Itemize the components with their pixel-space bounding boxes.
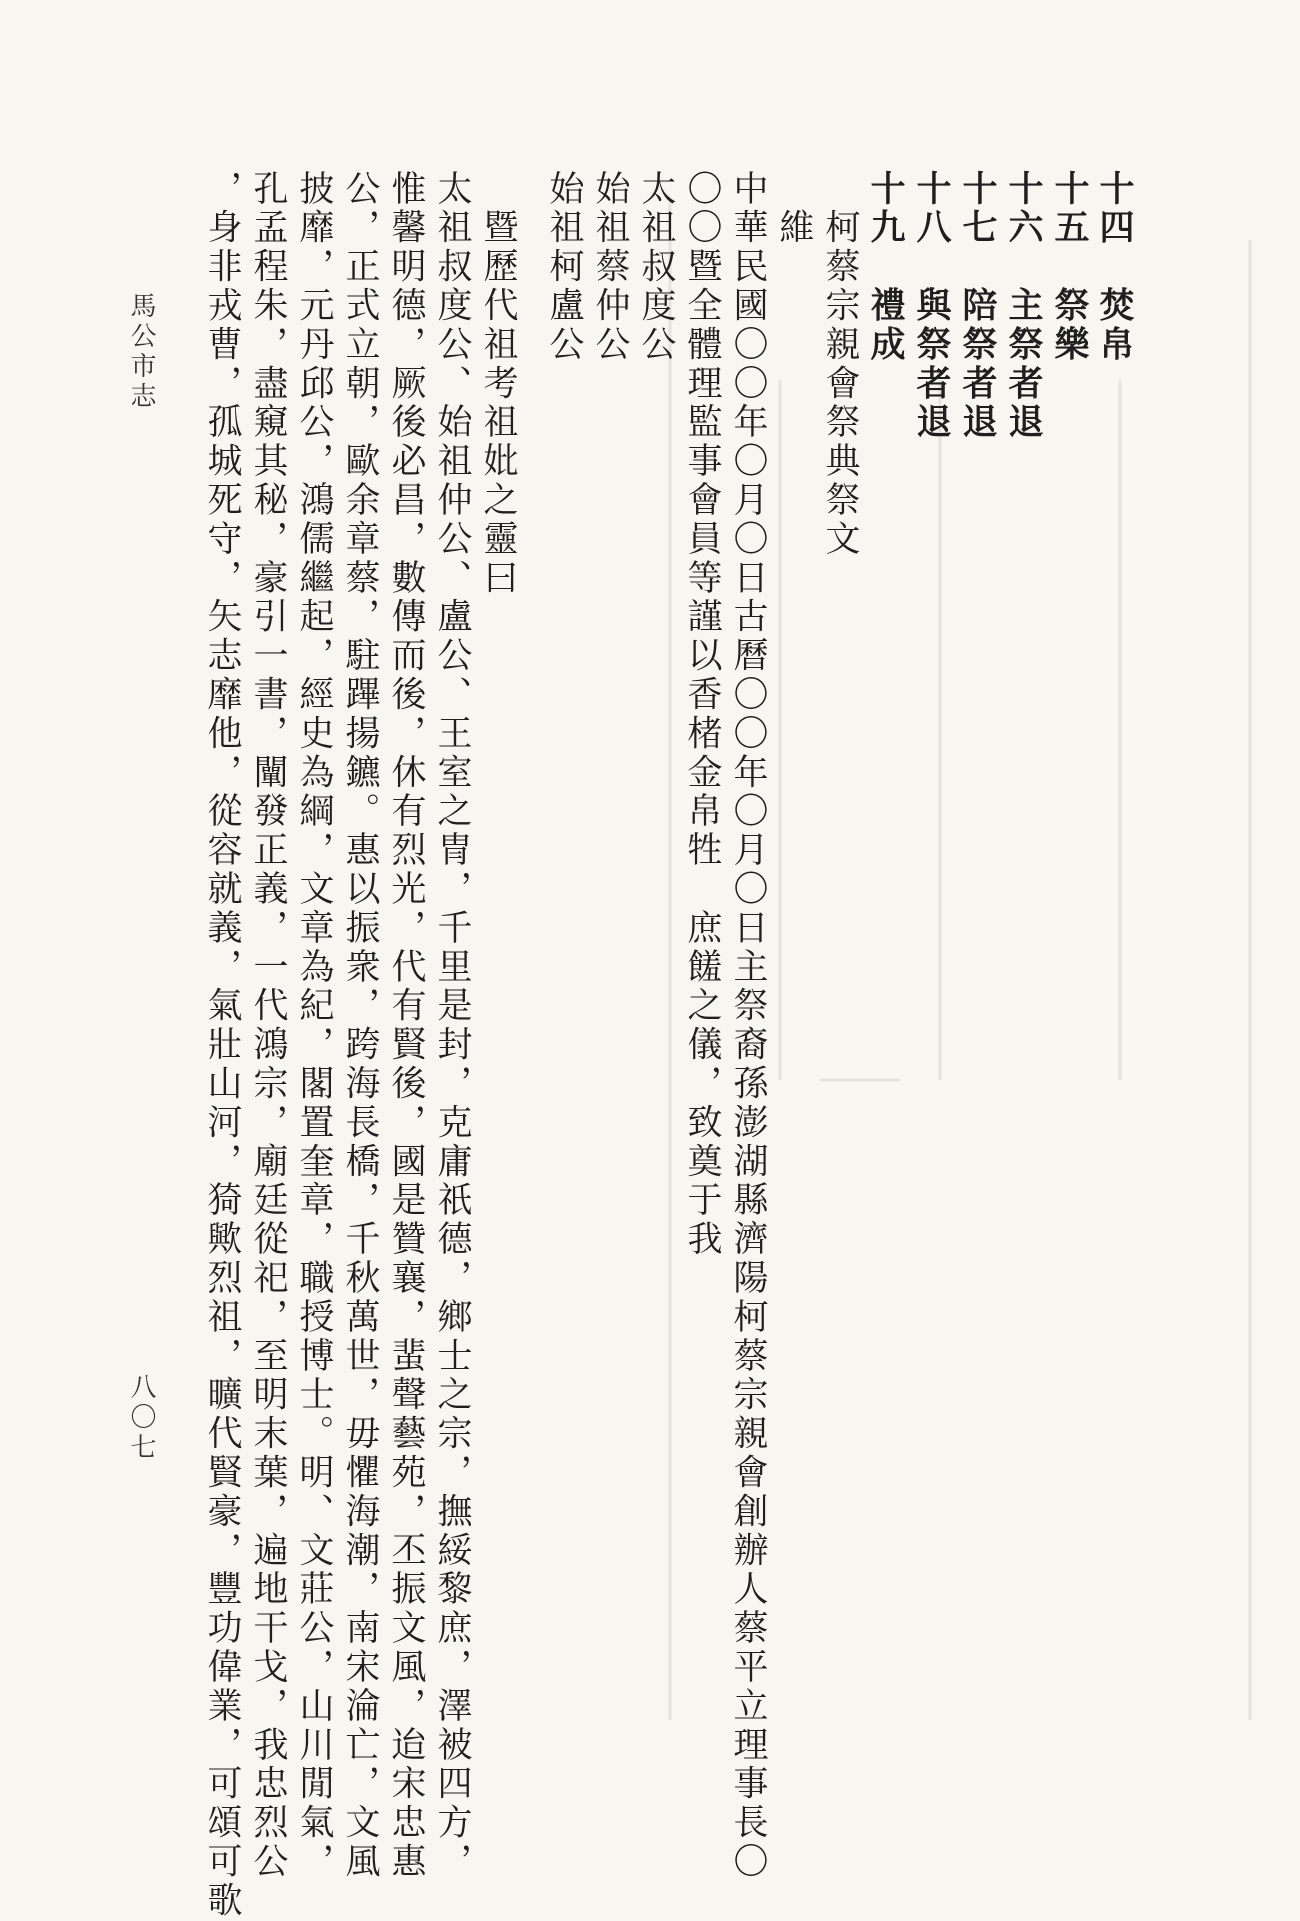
ritual-step-17: 十七 陪祭者退 — [957, 170, 998, 443]
eulogy-line-date: 中華民國〇〇年〇月〇日古曆〇〇年〇月〇日主祭裔孫澎湖縣濟陽柯蔡宗親會創辦人蔡平立理事長〇 — [728, 170, 768, 1882]
eulogy-opening: 維 — [774, 170, 814, 248]
eulogy-body-line-4: 披靡，元丹邱公，鴻儒繼起，經史為綱，文章為紀，閣置奎章，職授博士。明、文莊公，山川閒氣， — [294, 170, 334, 1882]
eulogy-title: 柯蔡宗親會祭典祭文 — [820, 170, 860, 559]
ancestor-name-1: 太祖叔度公 — [636, 170, 676, 365]
ritual-step-14: 十四 焚帛 — [1094, 170, 1135, 365]
eulogy-body-line-6: ，身非戎曹，孤城死守，矢志靡他，從容就義，氣壯山河，猗歟烈祖，曠代賢豪，豐功偉業，可頌可歌 — [202, 170, 242, 1921]
ritual-step-16: 十六 主祭者退 — [1003, 170, 1044, 443]
page-number: 八〇七 — [126, 1373, 156, 1463]
book-title: 馬公市志 — [126, 292, 156, 412]
ritual-step-19: 十九 禮成 — [865, 170, 906, 365]
eulogy-body-line-1: 太祖叔度公、始祖仲公、盧公、王室之冑，千里是封，克庸祇德，鄉士之宗，撫綏黎庶，澤被四方， — [432, 170, 472, 1882]
eulogy-body-line-2: 惟馨明德，厥後必昌，數傳而後，休有烈光，代有賢後，國是贊襄，蜚聲藝苑，丕振文風，迨宋忠惠 — [386, 170, 426, 1882]
ancestor-name-2: 始祖蔡仲公 — [590, 170, 630, 365]
ancestor-name-3: 始祖柯盧公 — [544, 170, 584, 365]
ritual-step-15: 十五 祭樂 — [1049, 170, 1090, 365]
eulogy-body-line-3: 公，正式立朝，歐余章蔡，駐蹕揚鑣。惠以振衆，跨海長橋，千秋萬世，毋懼海潮，南宋淪亡，文風 — [340, 170, 380, 1882]
eulogy-body-line-5: 孔孟程朱，盡窺其秘，豪引一書，闡發正義，一代鴻宗，廟廷從祀，至明末葉，遍地干戈，我忠烈公 — [248, 170, 288, 1882]
eulogy-line-offering: 〇〇暨全體理監事會員等謹以香楮金帛牲 庶饈之儀，致奠于我 — [682, 170, 722, 1260]
ancestors-address: 暨歷代祖考祖妣之靈曰 — [478, 170, 518, 598]
ritual-step-18: 十八 與祭者退 — [911, 170, 952, 443]
